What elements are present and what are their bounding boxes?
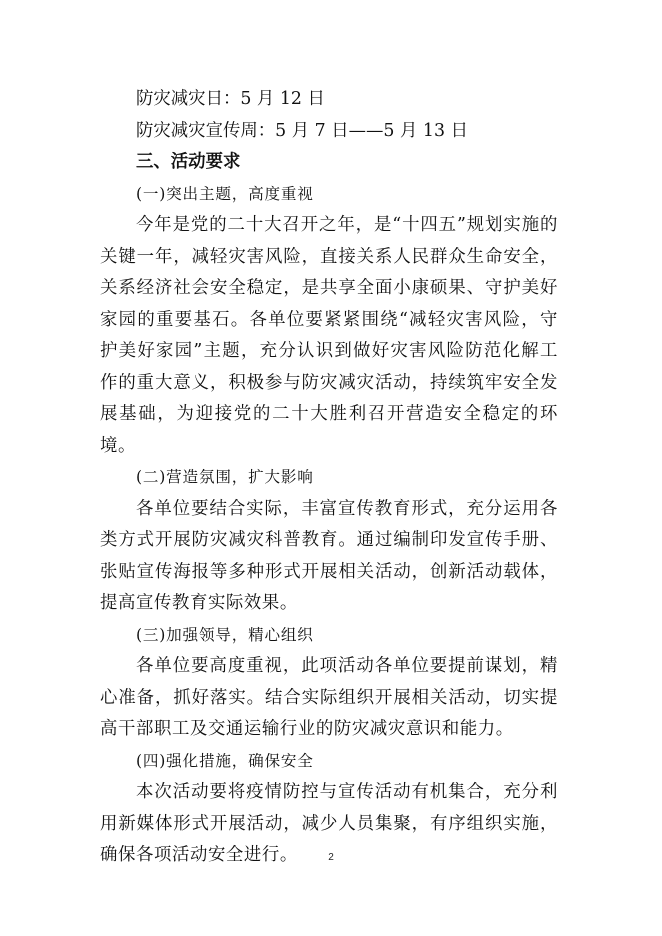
item-1-body: 今年是党的二十大召开之年，是“十四五”规划实施的关键一年，减轻灾害风险，直接关系人民群众生命安全，关系经济社会安全稳定，是共享全面小康硕果、守护美好家园的重要基石。各单位要紧紧围绕“减轻灾害风险，守护美好家园”主题，充分认识到做好灾害风险防范化解工作的重大意义，积极参与防灾减灾活动，持续筑牢安全发展基础，为迎接党的二十大胜利召开营造安全稳定的环境。 [100,215,558,456]
item-4-title: (四)强化措施，确保安全 [136,751,314,770]
item-3-title: (三)加强领导，精心组织 [136,625,314,644]
document-body [100,84,558,872]
disaster-prevention-day-line: 防灾减灾日：5 月 12 日 [136,89,325,109]
page-number: 2 [328,852,334,863]
item-2-body: 各单位要结合实际，丰富宣传教育形式，充分运用各类方式开展防灾减灾科普教育。通过编制印发宣传手册、张贴宣传海报等多种形式开展相关活动，创新活动载体，提高宣传教育实际效果。 [100,498,558,613]
item-1-title: (一)突出主题，高度重视 [136,184,314,203]
item-2-title: (二)营造氛围，扩大影响 [136,468,314,486]
section-heading: 三、活动要求 [136,152,241,172]
disaster-prevention-week-line: 防灾减灾宣传周：5 月 7 日——5 月 13 日 [136,120,468,141]
item-4-body: 本次活动要将疫情防控与宣传活动有机集合，充分利用新媒体形式开展活动，减少人员集聚，有序组织实施，确保各项活动安全进行。 [100,782,558,865]
item-3-body: 各单位要高度重视，此项活动各单位要提前谋划，精心准备，抓好落实。结合实际组织开展相关活动，切实提高干部职工及交通运输行业的防灾减灾意识和能力。 [100,656,558,739]
